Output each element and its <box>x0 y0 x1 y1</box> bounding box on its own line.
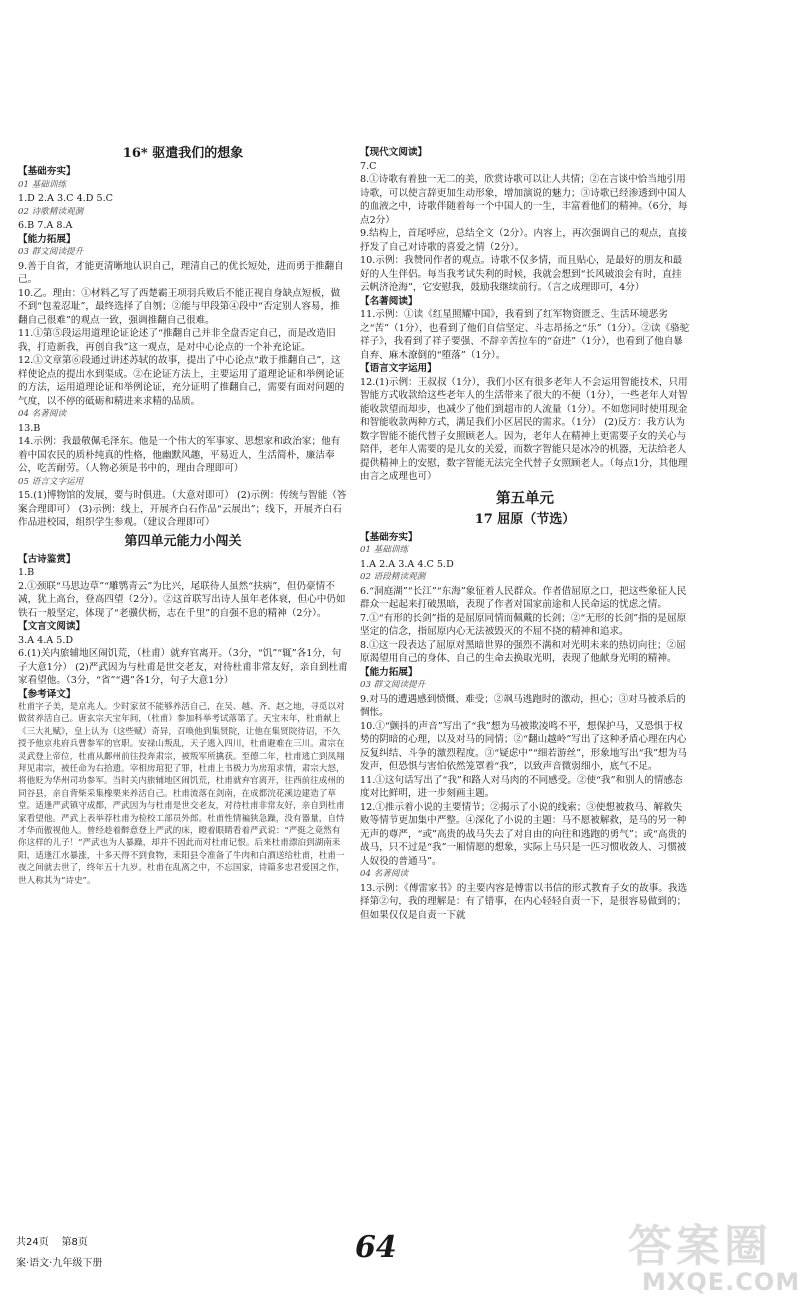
section-heading: 【名著阅读】 <box>360 295 418 307</box>
page-footer <box>16 1233 102 1275</box>
section-heading: 【文言文阅读】 <box>18 621 86 632</box>
total-pages: 共24页 <box>16 1237 49 1248</box>
answer: 8.①这一段表达了屈原对黑暗世界的强烈不满和对光明未来的热切向往；②屈原渴望用自己的身体、自己的生命去换取光明，表现了他献身光明的精神。 <box>360 639 686 664</box>
answer: 13.B <box>18 422 41 434</box>
answer: 7.C <box>360 160 377 172</box>
answer: 11.示例：①读《红星照耀中国》，我看到了红军物资匮乏、生活环境恶劣之“苦”（1分），也看到了他们自信坚定、斗志昂扬之“乐”（1分）。②读《骆驼祥子》，我看到了祥子要强、不辞辛苦拉车的“奋进”（1分），也看到了他自暴自弃、麻木潦倒的“堕落”（1分）。 <box>360 309 690 361</box>
unit-title: 第五单元 <box>496 489 554 507</box>
subsection-heading: 02 语段精读观测 <box>360 572 426 582</box>
unit-title: 第四单元能力小闯关 <box>124 533 242 549</box>
answer: 10.①“颤抖的声音”写出了“我”想为马被欺凌鸣不平，想保护马，又恐惧于权势的阴暗的心理，以及对马的同情；②“翻山越岭”写出了这种矛盾心理在内心反复纠结、斗争的激烈程度。③“疑虑中”“细若游丝”，形象地写出“我”想为马发声，但恐惧与害怕依然笼罩着“我”，以致声音微弱细小，底气不足。 <box>360 720 687 772</box>
answer: 15.(1)博物馆的发展，要与时俱进。（大意对即可） (2)示例：传统与智能（答案合理即可） (3)示例：线上，开展齐白石作品“云展出”；线下，开展齐白石作品进校园，组织学生参观。（建议合理即可） <box>18 490 347 528</box>
section-heading: 【现代文阅读】 <box>360 147 428 158</box>
answer: 1.A 2.A 3.A 4.C 5.D <box>360 558 454 570</box>
answer: 12.①推示着小说的主要情节；②揭示了小说的线索；③使想被救马、解救失败等情节更加集中严整。④深化了小说的主题：马不愿被解救，是马的另一种无声的尊严，“或”高贵的战马失去了对自由的向往和逃跑的勇气”；或“高贵的战马，只不过是“我”一厢情愿的想象，实际上马只是一匹习惯收敛人、习惯被人奴役的普通马”。 <box>360 801 687 867</box>
section-heading: 【能力拓展】 <box>360 666 418 678</box>
answer: 14.示例：我最敬佩毛泽东。他是一个伟大的军事家、思想家和政治家；他有着中国农民的质朴纯真的性格，他幽默风趣，平易近人，生活简朴，廉洁奉公，吃苦耐劳。（人物必须是书中的，理由合理即可） <box>18 436 341 474</box>
book-subject: 案·语文·九年级下册 <box>16 1258 103 1269</box>
section-heading: 【古诗鉴赏】 <box>18 553 76 565</box>
answer: 13.示例：《傅雷家书》的主要内容是傅雷以书信的形式教育子女的故事。我选择第②句，我的理解是：有了错事，在内心轻轻自责一下，是很容易做到的；但如果仅仅是自责一下就 <box>360 882 688 921</box>
answer: 2.①颈联“马思边草”“雕鹗青云”为比兴，尾联待人虽然“扶病”，但仍豪情不减，犹上高台，登高四望（2分）。②这首联写出诗人虽年老体衰，但心中仍如铁石一般坚定，体现了“老骥伏枥，志在千里”的自强不息的精神（2分）。 <box>18 580 346 619</box>
subsection-heading: 04 名著阅读 <box>18 409 67 419</box>
answer: 10.乙。理由：①材料乙写了西楚霸王项羽兵败后不能正视自身缺点短板，做不到“包羞忍耻”，最终选择了自刎；②能与甲段第④段中“否定别人容易，推翻自己很难”的观点一致，强调推翻自己很难。 <box>18 287 341 326</box>
section-heading: 【基础夯实】 <box>18 166 76 177</box>
right-column <box>360 146 690 922</box>
section-heading: 【语言文字运用】 <box>360 363 437 374</box>
answer: 7.①“有形的长剑”指的是屈原同情而佩戴的长剑；②“无形的长剑”指的是屈原坚定的信念，指屈原内心无法被毁灭的不屈不挠的精神和追求。 <box>360 612 687 637</box>
answer: 6.“洞庭湖”“长江”“东海”象征着人民群众。作者借屈原之口，把这些象征人民群众一起起来打破黑暗，表现了作者对国家前途和人民命运的忧虑之情。 <box>360 585 687 610</box>
lesson-title: 16* 驱遣我们的想象 <box>122 146 244 161</box>
answer: 8.①诗歌有着独一无二的美，欣赏诗歌可以让人共情；②在言谈中恰当地引用诗歌，可以使言辞更加生动形象，增加演说的魅力；③诗歌已经渗透到中国人的血液之中，诗歌伴随着每一个中国人的一生，丰富着他们的精神。（6分，每点2分） <box>360 174 688 226</box>
answer: 11.①第⑤段运用道理论证论述了“推翻自己并非全盘否定自己，而是改造旧我，打造新我，再创自我”这一观点，是对中心论点的一个补充论证。 <box>18 328 336 353</box>
section-heading: 【基础夯实】 <box>360 531 418 543</box>
subsection-heading: 01 基础训练 <box>360 545 409 555</box>
section-heading: 【参考译文】 <box>18 688 76 700</box>
subsection-heading: 02 诗歌精读观测 <box>18 206 84 217</box>
answer: 3.A 4.A 5.D <box>18 634 74 646</box>
answer: 9.对马的遭遇感到愤慨、难受；②飒马逃跑时的激动，担心；③对马被杀后的惆怅。 <box>360 693 686 718</box>
page-indicator: 第8页 <box>61 1237 88 1248</box>
watermark <box>520 1206 800 1296</box>
answer: 9.结构上，首尾呼应，总结全文（2分）。内容上，再次强调自己的观点，直接抒发了自己对诗歌的喜爱之情（2分）。 <box>360 228 688 253</box>
watermark-url: MXQE.COM <box>642 1268 800 1296</box>
answer: 11.①这句话写出了“我”和路人对马肉的不同感受。②使“我”和别人的情感态度对比鲜明，进一步刻画主题。 <box>360 774 683 799</box>
answer: 6.(1)关内旅辅地区闹饥荒，（杜甫）就弃官离开。（3分，“饥”“辄”各1分，句子大意1分） (2)严武因为与杜甫是世交老友，对待杜甫非常友好，亲自到杜甫家看望他。（3分，“省”“遇”各1分，句子大意1分） <box>18 648 348 686</box>
answer: 12.(1)示例：王叔叔（1分），我们小区有很多老年人不会运用智能技术，只用智能方式收款给这些老年人的生活带来了很大的不便（1分），一些老年人对智能收款望而却步，也减少了他们到超市的人流量（1分）。不如您同时使用现金和智能收款两种方式，满足我们小区居民的需求。（1分） (2)反方：我方认为数字智能不能代替子女照顾老人。因为，老年人在精神上更需要子女的关心与陪伴，老年人需要的是儿女的关爱，而数字智能只是冰冷的机器，无法给老人提供精神上的安慰，数字智能无法完全代替子女照顾老人。（每点1分，其他理由言之成理也可） <box>360 376 688 482</box>
subsection-heading: 03 群文阅读提升 <box>360 680 426 690</box>
subsection-heading: 01 基础训练 <box>18 179 67 190</box>
lesson-title: 17 屈原（节选） <box>474 511 576 527</box>
left-column <box>18 142 348 887</box>
answer: 1.B <box>18 567 35 578</box>
page-number: 64 <box>355 1230 397 1265</box>
watermark-logo: 答案圈 <box>628 1221 772 1272</box>
reference-translation: 杜甫字子美，是京兆人。少时家贫不能够养活自己，在吴、越、齐、赵之地，寻觅以对做贫养活自己。唐玄宗天宝年间，（杜甫）参加科举考试落第了。天宝末年，杜甫献上《三大礼赋》，皇上认为（这些赋）奇异，召唤他到集贤院，让他在集贤院待诏，不久授予他京兆府兵曹参军的官职。安禄山叛乱，天子逃入四川，杜甫避难在三川。肃宗在灵武登上帝位，杜甫从鄜州前往投奔肃宗，被叛军所擒获。至德二年，杜甫逃亡到凤翔拜见肃宗，被任命为右拾遗。宰相房琯犯了罪，杜甫上书极力为房琯求情，肃宗大怒，将他贬为华州司功参军。当时关内旅辅地区闹饥荒，杜甫就弃官离开，往西前往成州的同谷县，亲自背柴采集橡栗来养活自己。杜甫流落在剑南，在成都浣花溪边建造了草堂。适逢严武镇守成都，严武因为与杜甫是世交老友，对待杜甫非常友好，亲自到杜甫家看望他。严武上表举荐杜甫为检校工部员外郎。杜甫性情褊狭急躁，没有器量，自恃才华而傲视他人。曾经趁着醉意登上严武的床，瞪着眼睛看着严武说：“严挺之竟然有你这样的儿子！”严武也为人暴躁，却并不因此而对杜甫记恨。后来杜甫漂泊到湖南耒阳，适逢江水暴涨，十多天得不到食物，耒阳县令准备了牛肉和白酒送给杜甫，杜甫一夜之间就去世了，终年五十九岁。杜甫在乱离之中，不忘国家，诗篇多忠君爱国之作，世人称其为“诗史”。 <box>18 702 345 886</box>
subsection-heading: 03 群文阅读提升 <box>18 247 84 257</box>
answer: 6.B 7.A 8.A <box>18 220 73 231</box>
answer: 9.善于自省，才能更清晰地认识自己，理清自己的优长短处，进而勇于推翻自己。 <box>18 260 344 285</box>
subsection-heading: 04 名著阅读 <box>360 869 409 879</box>
section-heading: 【能力拓展】 <box>18 233 76 245</box>
answer: 1.D 2.A 3.C 4.D 5.C <box>18 193 113 204</box>
answer: 12.①文章第⑥段通过讲述苏轼的故事，提出了中心论点“敢于推翻自己”，这样使论点的提出水到渠成。②在论证方法上，主要运用了道理论证和举例论证的方法，运用道理论证和举例论证，充分证明了推翻自己，需要有面对问题的气度，以不停的砥砺和精进来求精的品质。 <box>18 355 345 407</box>
answer: 10.示例：我赞同作者的观点。诗歌不仅多情，而且贴心，是最好的朋友和最好的人生伴侣。每当我考试失利的时候，我就会想到“长风破浪会有时，直挂云帆济沧海”，它安慰我，鼓励我继续前行。（言之成理即可，4分） <box>360 255 683 293</box>
subsection-heading: 05 语言文字运用 <box>18 476 84 487</box>
